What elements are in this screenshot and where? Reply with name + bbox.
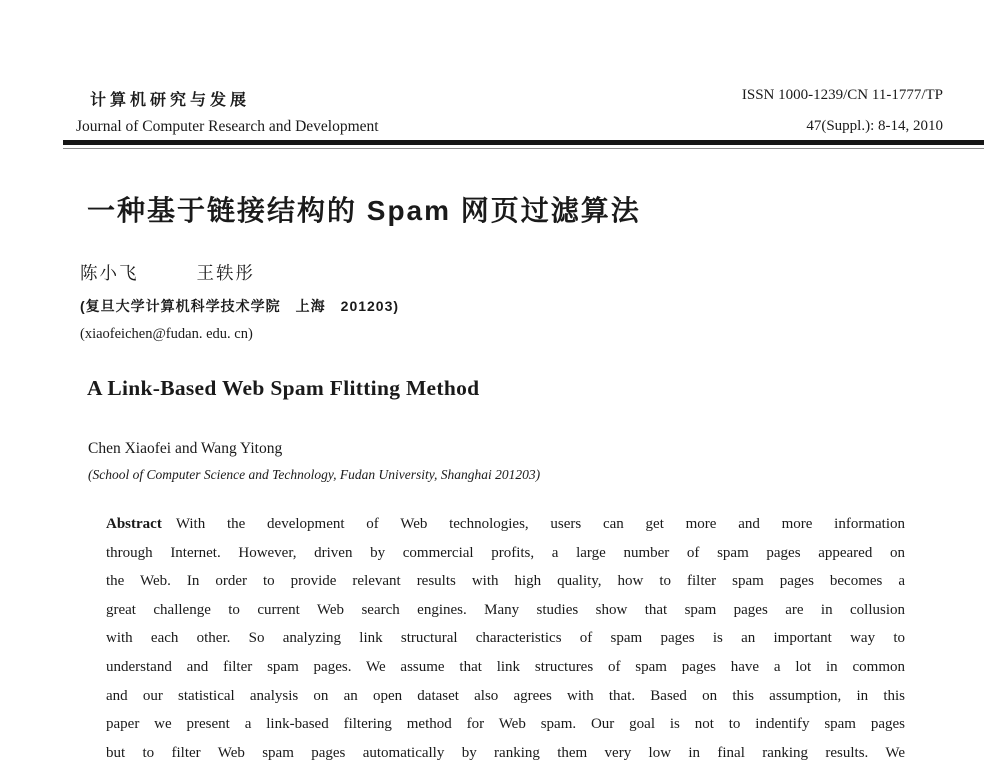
abstract-line	[106, 510, 905, 539]
volume-issue-line: 47(Suppl.): 8-14, 2010	[806, 118, 943, 134]
affiliation-en: (School of Computer Science and Technology, Fudan University, Shanghai 201203)	[88, 467, 541, 482]
abstract-line: understand and filter spam pages. We assume that link structures of spam pages have a lot in common	[106, 658, 905, 675]
journal-name-en: Journal of Computer Research and Development	[76, 118, 379, 135]
authors-cn	[80, 260, 255, 285]
header-rule-thin	[63, 148, 984, 150]
header-rule-thick	[63, 140, 984, 145]
journal-name-cn: 计算机研究与发展	[90, 92, 251, 109]
affiliation-cn: (复旦大学计算机科学技术学院 上海 201203)	[80, 298, 400, 314]
abstract-line: and our statistical analysis on an open dataset also agrees with that. Based on this assumption, in this	[106, 687, 905, 704]
paper-title-en: A Link-Based Web Spam Flitting Method	[87, 376, 480, 400]
abstract-line-text: With the development of Web technologies, users can get more and more information	[175, 516, 905, 532]
abstract-line: great challenge to current Web search engines. Many studies show that spam pages are in collusion	[106, 601, 905, 618]
issn-line: ISSN 1000-1239/CN 11-1777/TP	[741, 87, 943, 103]
author-cn-2: 王轶彤	[196, 263, 255, 283]
abstract-line: but to filter Web spam pages automatically by ranking them very low in final ranking results. We	[106, 744, 905, 760]
abstract-line: paper we present a link-based filtering method for Web spam. Our goal is not to indentify spam pages	[106, 716, 905, 733]
abstract-line: the Web. In order to provide relevant results with high quality, how to filter spam pages becomes a	[106, 573, 905, 590]
abstract-line: with each other. So analyzing link structural characteristics of spam pages is an important way to	[106, 630, 905, 647]
paper-title-cn: 一种基于链接结构的 Spam 网页过滤算法	[87, 195, 641, 226]
abstract-section	[106, 510, 905, 760]
authors-en: Chen Xiaofei and Wang Yitong	[88, 440, 283, 457]
abstract-label: Abstract	[106, 516, 162, 532]
author-cn-1: 陈小飞	[80, 263, 139, 283]
author-email: (xiaofeichen@fudan. edu. cn)	[80, 326, 253, 342]
abstract-line: through Internet. However, driven by commercial profits, a large number of spam pages appeared on	[106, 544, 905, 561]
